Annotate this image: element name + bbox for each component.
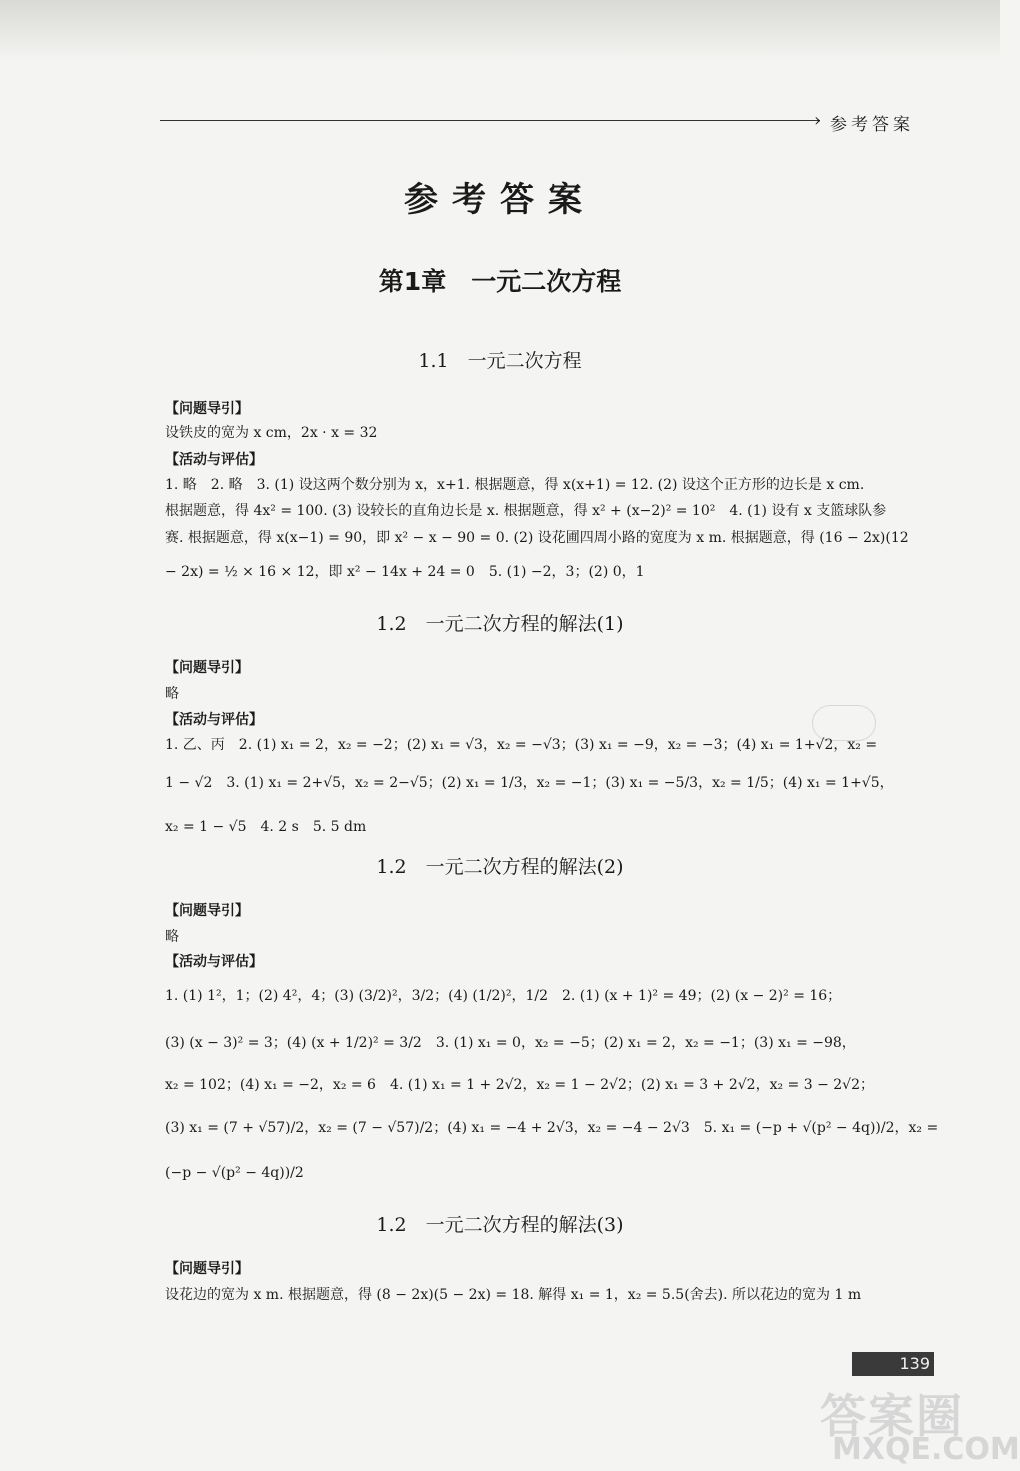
answer-line: (3) x₁ = (7 + √57)/2，x₂ = (7 − √57)/2；(4) x₁ = −4 + 2√3，x₂ = −4 − 2√3 5. x₁ = (−p + √(p² − 4q))/2，x₂ = [165, 1120, 939, 1136]
header-rule [160, 120, 820, 121]
guide-label: 【问题导引】 [165, 401, 249, 417]
guide-text: 略 [165, 929, 179, 945]
answer-line: 1. 乙、丙 2. (1) x₁ = 2，x₂ = −2；(2) x₁ = √3，x₂ = −√3；(3) x₁ = −9，x₂ = −3；(4) x₁ = 1+√2，x₂ = [165, 737, 878, 753]
guide-text: 设铁皮的宽为 x cm，2x · x = 32 [165, 425, 378, 441]
running-header: 参考答案 [830, 115, 914, 135]
answer-line: 根据题意，得 4x² = 100. (3) 设较长的直角边长是 x. 根据题意，得 x² + (x−2)² = 10² 4. (1) 设有 x 支篮球队参 [165, 503, 887, 519]
guide-label: 【问题导引】 [165, 660, 249, 676]
header-arrow: › [814, 110, 822, 131]
answer-line: 赛. 根据题意，得 x(x−1) = 90，即 x² − x − 90 = 0. (2) 设花圃四周小路的宽度为 x m. 根据题意，得 (16 − 2x)(12 [165, 530, 909, 546]
section-heading: 1.2 一元二次方程的解法(3) [376, 1214, 624, 1236]
guide-label: 【问题导引】 [165, 903, 249, 919]
chapter-title: 第1章 一元二次方程 [378, 267, 622, 296]
watermark-logo: 答案圈 [820, 1389, 964, 1443]
guide-text: 略 [165, 686, 179, 702]
activity-label: 【活动与评估】 [165, 452, 263, 468]
guide-label: 【问题导引】 [165, 1261, 249, 1277]
answer-line: 1. (1) 1²，1；(2) 4²，4；(3) (3/2)²，3/2；(4) (1/2)²，1/2 2. (1) (x + 1)² = 49；(2) (x − 2)² = 16； [165, 988, 842, 1004]
activity-label: 【活动与评估】 [165, 712, 263, 728]
answer-line: x₂ = 102；(4) x₁ = −2，x₂ = 6 4. (1) x₁ = 1 + 2√2，x₂ = 1 − 2√2；(2) x₁ = 3 + 2√2，x₂ = 3 − 2√2； [165, 1077, 874, 1093]
watermark-url: MXQE.COM [832, 1432, 1020, 1467]
scan-top-band [0, 0, 1000, 60]
answer-line: (3) (x − 3)² = 3；(4) (x + 1/2)² = 3/2 3. (1) x₁ = 0，x₂ = −5；(2) x₁ = 2，x₂ = −1；(3) x₁ = −98， [165, 1035, 856, 1051]
page-title: 参考答案 [404, 180, 596, 220]
page-number: 139 [852, 1352, 934, 1376]
section-heading: 1.1 一元二次方程 [418, 350, 582, 372]
section-heading: 1.2 一元二次方程的解法(1) [376, 613, 624, 635]
answer-line: 1 − √2 3. (1) x₁ = 2+√5，x₂ = 2−√5；(2) x₁ = 1/3，x₂ = −1；(3) x₁ = −5/3，x₂ = 1/5；(4) x₁ = 1+√5， [165, 775, 894, 791]
guide-text: 设花边的宽为 x m. 根据题意，得 (8 − 2x)(5 − 2x) = 18. 解得 x₁ = 1，x₂ = 5.5(舍去). 所以花边的宽为 1 m [165, 1287, 862, 1303]
answer-line: − 2x) = ½ × 16 × 12，即 x² − 14x + 24 = 0 5. (1) −2，3；(2) 0，1 [165, 564, 645, 580]
answer-line: x₂ = 1 − √5 4. 2 s 5. 5 dm [165, 819, 367, 835]
answer-line: (−p − √(p² − 4q))/2 [165, 1165, 304, 1181]
section-heading: 1.2 一元二次方程的解法(2) [376, 856, 624, 878]
activity-label: 【活动与评估】 [165, 954, 263, 970]
answer-line: 1. 略 2. 略 3. (1) 设这两个数分别为 x，x+1. 根据题意，得 x(x+1) = 12. (2) 设这个正方形的边长是 x cm. [165, 477, 865, 493]
